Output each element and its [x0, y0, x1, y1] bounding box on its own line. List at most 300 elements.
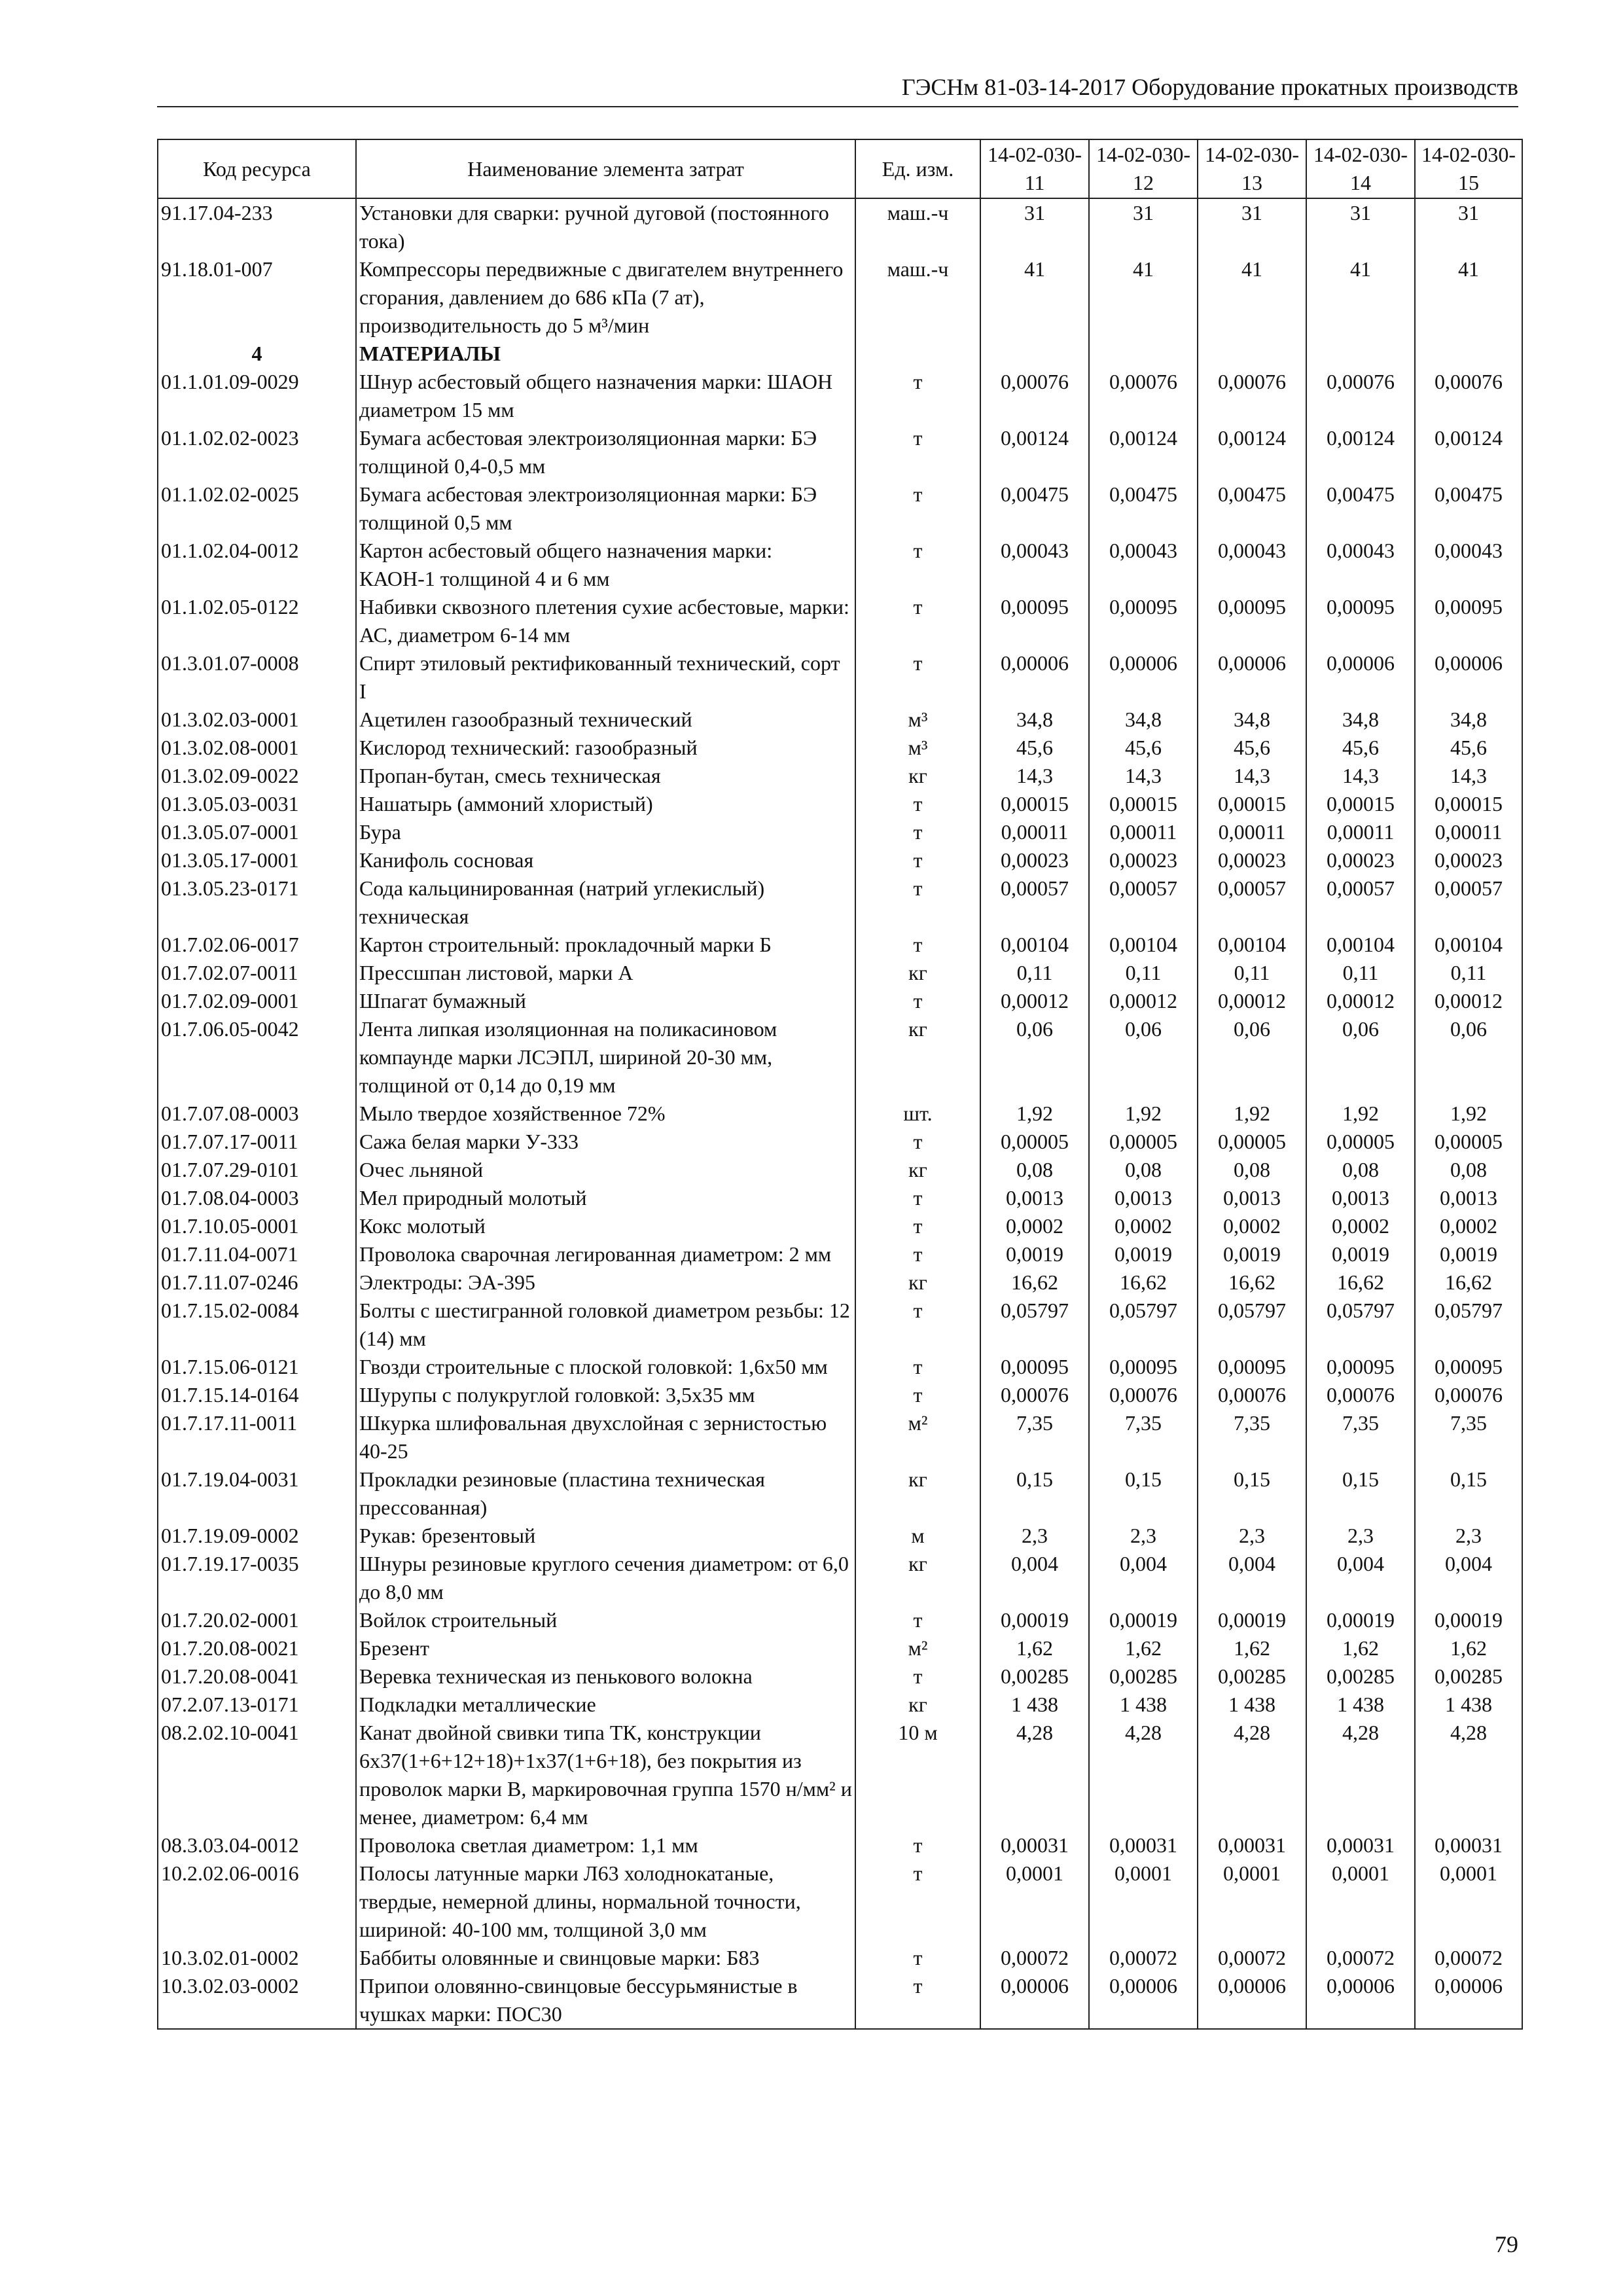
norm-value: 1 438: [1306, 1691, 1415, 1719]
norm-value: 0,0001: [980, 1859, 1089, 1944]
resource-code: 01.3.02.03-0001: [158, 706, 356, 734]
norm-value: 0,00006: [1415, 649, 1522, 706]
norm-value: 31: [1306, 198, 1415, 255]
table-row: [158, 1859, 1522, 1944]
norm-value: 31: [1089, 198, 1198, 255]
norm-value: 4,28: [1089, 1719, 1198, 1831]
resource-name: МАТЕРИАЛЫ: [356, 340, 855, 368]
unit-cell: т: [855, 987, 980, 1015]
table-row: [158, 931, 1522, 959]
norm-value: 0,00285: [1198, 1662, 1306, 1691]
unit-cell: маш.-ч: [855, 255, 980, 340]
unit-cell: 10 м: [855, 1719, 980, 1831]
norm-value: 0,05797: [1089, 1297, 1198, 1353]
norm-value: 14,3: [1306, 762, 1415, 790]
resource-code: 01.3.02.09-0022: [158, 762, 356, 790]
norm-value: 0,00019: [1306, 1606, 1415, 1634]
unit-cell: кг: [855, 1465, 980, 1522]
norm-value: 0,00031: [1198, 1831, 1306, 1859]
norm-value: 0,00072: [980, 1944, 1089, 1972]
norm-value: 34,8: [980, 706, 1089, 734]
norm-value: 0,00023: [1198, 846, 1306, 874]
norm-value: 0,05797: [1415, 1297, 1522, 1353]
resource-name: Шурупы с полукруглой головкой: 3,5х35 мм: [356, 1381, 855, 1409]
unit-cell: т: [855, 368, 980, 424]
table-row: [158, 1606, 1522, 1634]
resource-name: Кокс молотый: [356, 1212, 855, 1240]
norm-value: 0,00023: [1089, 846, 1198, 874]
norm-value: 0,00057: [1089, 874, 1198, 931]
resource-name: Нашатырь (аммоний хлористый): [356, 790, 855, 818]
norm-value: 1,62: [1198, 1634, 1306, 1662]
page-number: 79: [1495, 2231, 1518, 2257]
norm-value: 0,11: [1089, 959, 1198, 987]
table-row: [158, 987, 1522, 1015]
table-row: [158, 959, 1522, 987]
norm-value: 0,0002: [980, 1212, 1089, 1240]
resource-name: Бумага асбестовая электроизоляционная марки: БЭ толщиной 0,5 мм: [356, 480, 855, 537]
resource-name: Брезент: [356, 1634, 855, 1662]
table-row: [158, 734, 1522, 762]
resource-name: Прессшпан листовой, марки А: [356, 959, 855, 987]
norm-value: 2,3: [1306, 1522, 1415, 1550]
resource-name: Веревка техническая из пенькового волокна: [356, 1662, 855, 1691]
norm-value: 0,0002: [1089, 1212, 1198, 1240]
norm-value: 0,11: [1306, 959, 1415, 987]
resource-code: 01.7.02.09-0001: [158, 987, 356, 1015]
norm-value: 0,08: [1306, 1156, 1415, 1184]
table-row: [158, 1381, 1522, 1409]
table-row: [158, 1944, 1522, 1972]
norm-value: 0,00076: [1415, 1381, 1522, 1409]
norm-value: 0,00023: [1306, 846, 1415, 874]
norm-value: 0,00023: [1415, 846, 1522, 874]
norm-value: 1,62: [1306, 1634, 1415, 1662]
norm-value: 0,00019: [980, 1606, 1089, 1634]
norm-value: 0,00005: [1415, 1128, 1522, 1156]
table-row: [158, 1128, 1522, 1156]
table-row: [158, 1268, 1522, 1297]
table-row: [158, 1634, 1522, 1662]
norm-value: 0,15: [1198, 1465, 1306, 1522]
norm-value: 0,15: [980, 1465, 1089, 1522]
norm-value: 0,06: [1198, 1015, 1306, 1100]
resource-name: Компрессоры передвижные с двигателем внутреннего сгорания, давлением до 686 кПа (7 ат), производительность до 5 м³/мин: [356, 255, 855, 340]
resource-code: 01.3.01.07-0008: [158, 649, 356, 706]
norm-value: 0,0019: [980, 1240, 1089, 1268]
norm-value: 0,00076: [1415, 368, 1522, 424]
resource-code: 01.7.07.08-0003: [158, 1100, 356, 1128]
norm-value: 0,00104: [1089, 931, 1198, 959]
norm-value: 0,00076: [1306, 368, 1415, 424]
unit-cell: т: [855, 1606, 980, 1634]
norm-value: 0,004: [980, 1550, 1089, 1606]
norm-value: 0,00012: [980, 987, 1089, 1015]
norm-value: 0,00072: [1415, 1944, 1522, 1972]
resource-code: 01.7.19.17-0035: [158, 1550, 356, 1606]
norm-value: 45,6: [1089, 734, 1198, 762]
norm-value: 0,00076: [980, 1381, 1089, 1409]
resource-name: Лента липкая изоляционная на поликасиновом компаунде марки ЛСЭПЛ, шириной 20-30 мм, толщиной от 0,14 до 0,19 мм: [356, 1015, 855, 1100]
norm-value: 0,00076: [1089, 368, 1198, 424]
unit-cell: т: [855, 1240, 980, 1268]
unit-cell: шт.: [855, 1100, 980, 1128]
norm-value: 2,3: [980, 1522, 1089, 1550]
norm-value: 1 438: [1089, 1691, 1198, 1719]
resource-name: Пропан-бутан, смесь техническая: [356, 762, 855, 790]
norm-value: 0,00104: [1415, 931, 1522, 959]
norm-value: 0,00057: [980, 874, 1089, 931]
norm-value: 0,0002: [1198, 1212, 1306, 1240]
norm-value: 7,35: [1089, 1409, 1198, 1465]
resource-code: 01.7.15.14-0164: [158, 1381, 356, 1409]
norm-value: 1,62: [980, 1634, 1089, 1662]
unit-cell: т: [855, 874, 980, 931]
norm-value: 0,00095: [980, 593, 1089, 649]
norm-value: 0,00095: [1198, 1353, 1306, 1381]
table-row: [158, 1240, 1522, 1268]
unit-cell: т: [855, 790, 980, 818]
norm-value: 31: [1415, 198, 1522, 255]
norm-value: 0,0002: [1306, 1212, 1415, 1240]
resource-code: 91.18.01-007: [158, 255, 356, 340]
resource-table: [157, 139, 1523, 2030]
table-row: [158, 1184, 1522, 1212]
norm-value: 0,00095: [1306, 1353, 1415, 1381]
norm-value: 0,00006: [980, 1972, 1089, 2029]
resource-name: Шпагат бумажный: [356, 987, 855, 1015]
norm-value: 0,00006: [980, 649, 1089, 706]
norm-value: 0,0013: [1198, 1184, 1306, 1212]
resource-name: Болты с шестигранной головкой диаметром резьбы: 12 (14) мм: [356, 1297, 855, 1353]
norm-value: 0,00012: [1415, 987, 1522, 1015]
unit-cell: т: [855, 1128, 980, 1156]
resource-code: 01.1.02.04-0012: [158, 537, 356, 593]
norm-value: 0,0013: [1306, 1184, 1415, 1212]
norm-value: 0,15: [1306, 1465, 1415, 1522]
norm-value: 0,00006: [1198, 1972, 1306, 2029]
resource-code: 01.7.11.07-0246: [158, 1268, 356, 1297]
norm-value: 34,8: [1198, 706, 1306, 734]
norm-value: 0,00005: [1089, 1128, 1198, 1156]
resource-code: 01.7.20.02-0001: [158, 1606, 356, 1634]
unit-cell: м³: [855, 706, 980, 734]
unit-cell: т: [855, 424, 980, 480]
table-bottom-edge: [158, 2029, 1522, 2030]
norm-value: 0,0019: [1089, 1240, 1198, 1268]
norm-value: 0,00104: [980, 931, 1089, 959]
table-row: [158, 255, 1522, 340]
norm-value: 0,00285: [1089, 1662, 1198, 1691]
norm-value: 1,92: [1089, 1100, 1198, 1128]
norm-value: 0,08: [1415, 1156, 1522, 1184]
norm-value: 0,00015: [1415, 790, 1522, 818]
norm-value: 0,05797: [1198, 1297, 1306, 1353]
norm-value: 0,06: [1306, 1015, 1415, 1100]
column-header-name: Наименование элемента затрат: [356, 139, 855, 198]
resource-code: 01.1.02.05-0122: [158, 593, 356, 649]
resource-code: 91.17.04-233: [158, 198, 356, 255]
norm-value: 2,3: [1198, 1522, 1306, 1550]
norm-value: 0,0019: [1198, 1240, 1306, 1268]
norm-value: 0,00006: [1415, 1972, 1522, 2029]
table-row: [158, 1522, 1522, 1550]
unit-cell: м²: [855, 1634, 980, 1662]
norm-value: 0,004: [1089, 1550, 1198, 1606]
norm-value: 0,00095: [1415, 1353, 1522, 1381]
resource-name: Бумага асбестовая электроизоляционная марки: БЭ толщиной 0,4-0,5 мм: [356, 424, 855, 480]
norm-value: 45,6: [1415, 734, 1522, 762]
table-row: [158, 1662, 1522, 1691]
resource-name: Сажа белая марки У-333: [356, 1128, 855, 1156]
table-row: [158, 706, 1522, 734]
norm-value: 16,62: [1198, 1268, 1306, 1297]
norm-value: 0,00006: [1306, 649, 1415, 706]
norm-value: 7,35: [1198, 1409, 1306, 1465]
resource-name: Проволока сварочная легированная диаметром: 2 мм: [356, 1240, 855, 1268]
norm-value: 45,6: [980, 734, 1089, 762]
table-row: [158, 1297, 1522, 1353]
resource-code: 01.7.19.04-0031: [158, 1465, 356, 1522]
unit-cell: кг: [855, 1691, 980, 1719]
norm-value: 0,11: [1415, 959, 1522, 987]
resource-name: Кислород технический: газообразный: [356, 734, 855, 762]
norm-value: 0,15: [1415, 1465, 1522, 1522]
norm-value: 0,00005: [980, 1128, 1089, 1156]
norm-value: 41: [1306, 255, 1415, 340]
norm-value: 0,00475: [1306, 480, 1415, 537]
table-row: [158, 1691, 1522, 1719]
norm-value: 0,00475: [980, 480, 1089, 537]
norm-value: 16,62: [980, 1268, 1089, 1297]
norm-value: 0,00023: [980, 846, 1089, 874]
norm-value: 2,3: [1089, 1522, 1198, 1550]
norm-value: 0,00057: [1415, 874, 1522, 931]
table-row: [158, 1156, 1522, 1184]
resource-table-container: [157, 139, 1522, 2030]
table-row: [158, 368, 1522, 424]
norm-value: 0,00104: [1306, 931, 1415, 959]
table-row: [158, 593, 1522, 649]
unit-cell: т: [855, 480, 980, 537]
norm-value: 14,3: [1198, 762, 1306, 790]
norm-value: 0,00124: [1089, 424, 1198, 480]
resource-code: 01.3.05.07-0001: [158, 818, 356, 846]
norm-value: [980, 340, 1089, 368]
resource-code: 01.7.11.04-0071: [158, 1240, 356, 1268]
norm-value: 0,0013: [1415, 1184, 1522, 1212]
resource-name: Баббиты оловянные и свинцовые марки: Б83: [356, 1944, 855, 1972]
unit-cell: т: [855, 1381, 980, 1409]
resource-name: Установки для сварки: ручной дуговой (постоянного тока): [356, 198, 855, 255]
norm-value: 0,00015: [980, 790, 1089, 818]
norm-value: [1089, 340, 1198, 368]
resource-code: 01.7.10.05-0001: [158, 1212, 356, 1240]
page-header-title: ГЭСНм 81-03-14-2017 Оборудование прокатных производств: [901, 74, 1518, 100]
table-row: [158, 424, 1522, 480]
norm-value: 34,8: [1415, 706, 1522, 734]
unit-cell: м: [855, 1522, 980, 1550]
section-row: [158, 340, 1522, 368]
norm-value: [1198, 340, 1306, 368]
norm-value: 16,62: [1306, 1268, 1415, 1297]
resource-code: 01.7.15.02-0084: [158, 1297, 356, 1353]
norm-value: 34,8: [1306, 706, 1415, 734]
table-row: [158, 480, 1522, 537]
norm-value: 0,0001: [1415, 1859, 1522, 1944]
unit-cell: т: [855, 1662, 980, 1691]
norm-value: 0,00124: [1415, 424, 1522, 480]
unit-cell: т: [855, 1831, 980, 1859]
resource-name: Сода кальцинированная (натрий углекислый) техническая: [356, 874, 855, 931]
table-row: [158, 1465, 1522, 1522]
norm-value: 0,00072: [1306, 1944, 1415, 1972]
norm-value: 1 438: [980, 1691, 1089, 1719]
norm-value: 0,00057: [1306, 874, 1415, 931]
norm-value: 1,92: [1306, 1100, 1415, 1128]
norm-value: 7,35: [1306, 1409, 1415, 1465]
norm-value: 4,28: [980, 1719, 1089, 1831]
norm-value: 0,00012: [1198, 987, 1306, 1015]
table-row: [158, 1100, 1522, 1128]
norm-value: 0,00011: [980, 818, 1089, 846]
unit-cell: м²: [855, 1409, 980, 1465]
norm-value: 0,0001: [1306, 1859, 1415, 1944]
norm-value: 1 438: [1198, 1691, 1306, 1719]
norm-value: 0,00031: [1089, 1831, 1198, 1859]
norm-value: 0,004: [1198, 1550, 1306, 1606]
header-rule: [157, 106, 1518, 107]
norm-value: 0,00076: [1089, 1381, 1198, 1409]
norm-value: 1 438: [1415, 1691, 1522, 1719]
unit-cell: т: [855, 1353, 980, 1381]
resource-name: Прокладки резиновые (пластина техническая прессованная): [356, 1465, 855, 1522]
resource-name: Войлок строительный: [356, 1606, 855, 1634]
column-header-norm-11: 14-02-030-11: [980, 139, 1089, 198]
norm-value: 45,6: [1198, 734, 1306, 762]
norm-value: 0,00019: [1415, 1606, 1522, 1634]
norm-value: 0,05797: [980, 1297, 1089, 1353]
norm-value: 41: [1198, 255, 1306, 340]
norm-value: 0,00095: [1089, 1353, 1198, 1381]
unit-cell: т: [855, 1184, 980, 1212]
resource-code: 01.7.08.04-0003: [158, 1184, 356, 1212]
norm-value: 14,3: [980, 762, 1089, 790]
resource-code: 01.7.06.05-0042: [158, 1015, 356, 1100]
norm-value: 0,00006: [1198, 649, 1306, 706]
norm-value: 0,00076: [1198, 1381, 1306, 1409]
norm-value: 0,00015: [1306, 790, 1415, 818]
norm-value: 0,00124: [980, 424, 1089, 480]
table-row: [158, 198, 1522, 255]
norm-value: 0,00095: [1415, 593, 1522, 649]
norm-value: 1,62: [1089, 1634, 1198, 1662]
unit-cell: т: [855, 818, 980, 846]
norm-value: 2,3: [1415, 1522, 1522, 1550]
unit-cell: кг: [855, 1015, 980, 1100]
norm-value: 4,28: [1306, 1719, 1415, 1831]
norm-value: 31: [980, 198, 1089, 255]
table-body: [158, 198, 1522, 2029]
norm-value: 0,0002: [1415, 1212, 1522, 1240]
norm-value: 0,00043: [1415, 537, 1522, 593]
unit-cell: т: [855, 537, 980, 593]
norm-value: 16,62: [1415, 1268, 1522, 1297]
norm-value: 45,6: [1306, 734, 1415, 762]
table-row: [158, 1353, 1522, 1381]
norm-value: 0,00015: [1089, 790, 1198, 818]
resource-code: 01.7.02.07-0011: [158, 959, 356, 987]
norm-value: 0,00475: [1089, 480, 1198, 537]
unit-cell: т: [855, 649, 980, 706]
norm-value: 16,62: [1089, 1268, 1198, 1297]
resource-code: 01.7.17.11-0011: [158, 1409, 356, 1465]
resource-name: Рукав: брезентовый: [356, 1522, 855, 1550]
resource-name: Ацетилен газообразный технический: [356, 706, 855, 734]
norm-value: 0,00031: [1306, 1831, 1415, 1859]
resource-name: Мел природный молотый: [356, 1184, 855, 1212]
norm-value: 0,00285: [980, 1662, 1089, 1691]
norm-value: 0,00475: [1415, 480, 1522, 537]
norm-value: 41: [980, 255, 1089, 340]
table-header-row: [158, 139, 1522, 198]
resource-code: 10.3.02.03-0002: [158, 1972, 356, 2029]
table-row: [158, 1972, 1522, 2029]
resource-code: 01.7.20.08-0021: [158, 1634, 356, 1662]
norm-value: 0,00057: [1198, 874, 1306, 931]
norm-value: 0,00031: [1415, 1831, 1522, 1859]
norm-value: 0,00043: [1306, 537, 1415, 593]
unit-cell: т: [855, 593, 980, 649]
norm-value: 14,3: [1415, 762, 1522, 790]
norm-value: 0,00104: [1198, 931, 1306, 959]
unit-cell: т: [855, 1972, 980, 2029]
unit-cell: кг: [855, 1268, 980, 1297]
column-header-code: Код ресурса: [158, 139, 356, 198]
norm-value: 0,00043: [1089, 537, 1198, 593]
unit-cell: м³: [855, 734, 980, 762]
table-row: [158, 818, 1522, 846]
norm-value: 0,00011: [1306, 818, 1415, 846]
norm-value: 0,00019: [1198, 1606, 1306, 1634]
norm-value: 0,08: [980, 1156, 1089, 1184]
table-row: [158, 846, 1522, 874]
norm-value: 0,00011: [1415, 818, 1522, 846]
norm-value: 0,00012: [1089, 987, 1198, 1015]
resource-name: Подкладки металлические: [356, 1691, 855, 1719]
norm-value: 0,0001: [1089, 1859, 1198, 1944]
resource-code: 01.7.02.06-0017: [158, 931, 356, 959]
resource-name: Бура: [356, 818, 855, 846]
norm-value: 41: [1415, 255, 1522, 340]
norm-value: 34,8: [1089, 706, 1198, 734]
resource-name: Картон асбестовый общего назначения марки: КАОН-1 толщиной 4 и 6 мм: [356, 537, 855, 593]
unit-cell: т: [855, 931, 980, 959]
norm-value: [1415, 340, 1522, 368]
column-header-norm-14: 14-02-030-14: [1306, 139, 1415, 198]
resource-name: Гвозди строительные с плоской головкой: 1,6х50 мм: [356, 1353, 855, 1381]
norm-value: 0,00285: [1306, 1662, 1415, 1691]
unit-cell: т: [855, 846, 980, 874]
table-row: [158, 1409, 1522, 1465]
norm-value: 0,06: [980, 1015, 1089, 1100]
column-header-norm-15: 14-02-030-15: [1415, 139, 1522, 198]
resource-code: 01.7.20.08-0041: [158, 1662, 356, 1691]
norm-value: 0,00015: [1198, 790, 1306, 818]
norm-value: 0,0013: [1089, 1184, 1198, 1212]
norm-value: 4,28: [1198, 1719, 1306, 1831]
unit-cell: кг: [855, 1156, 980, 1184]
